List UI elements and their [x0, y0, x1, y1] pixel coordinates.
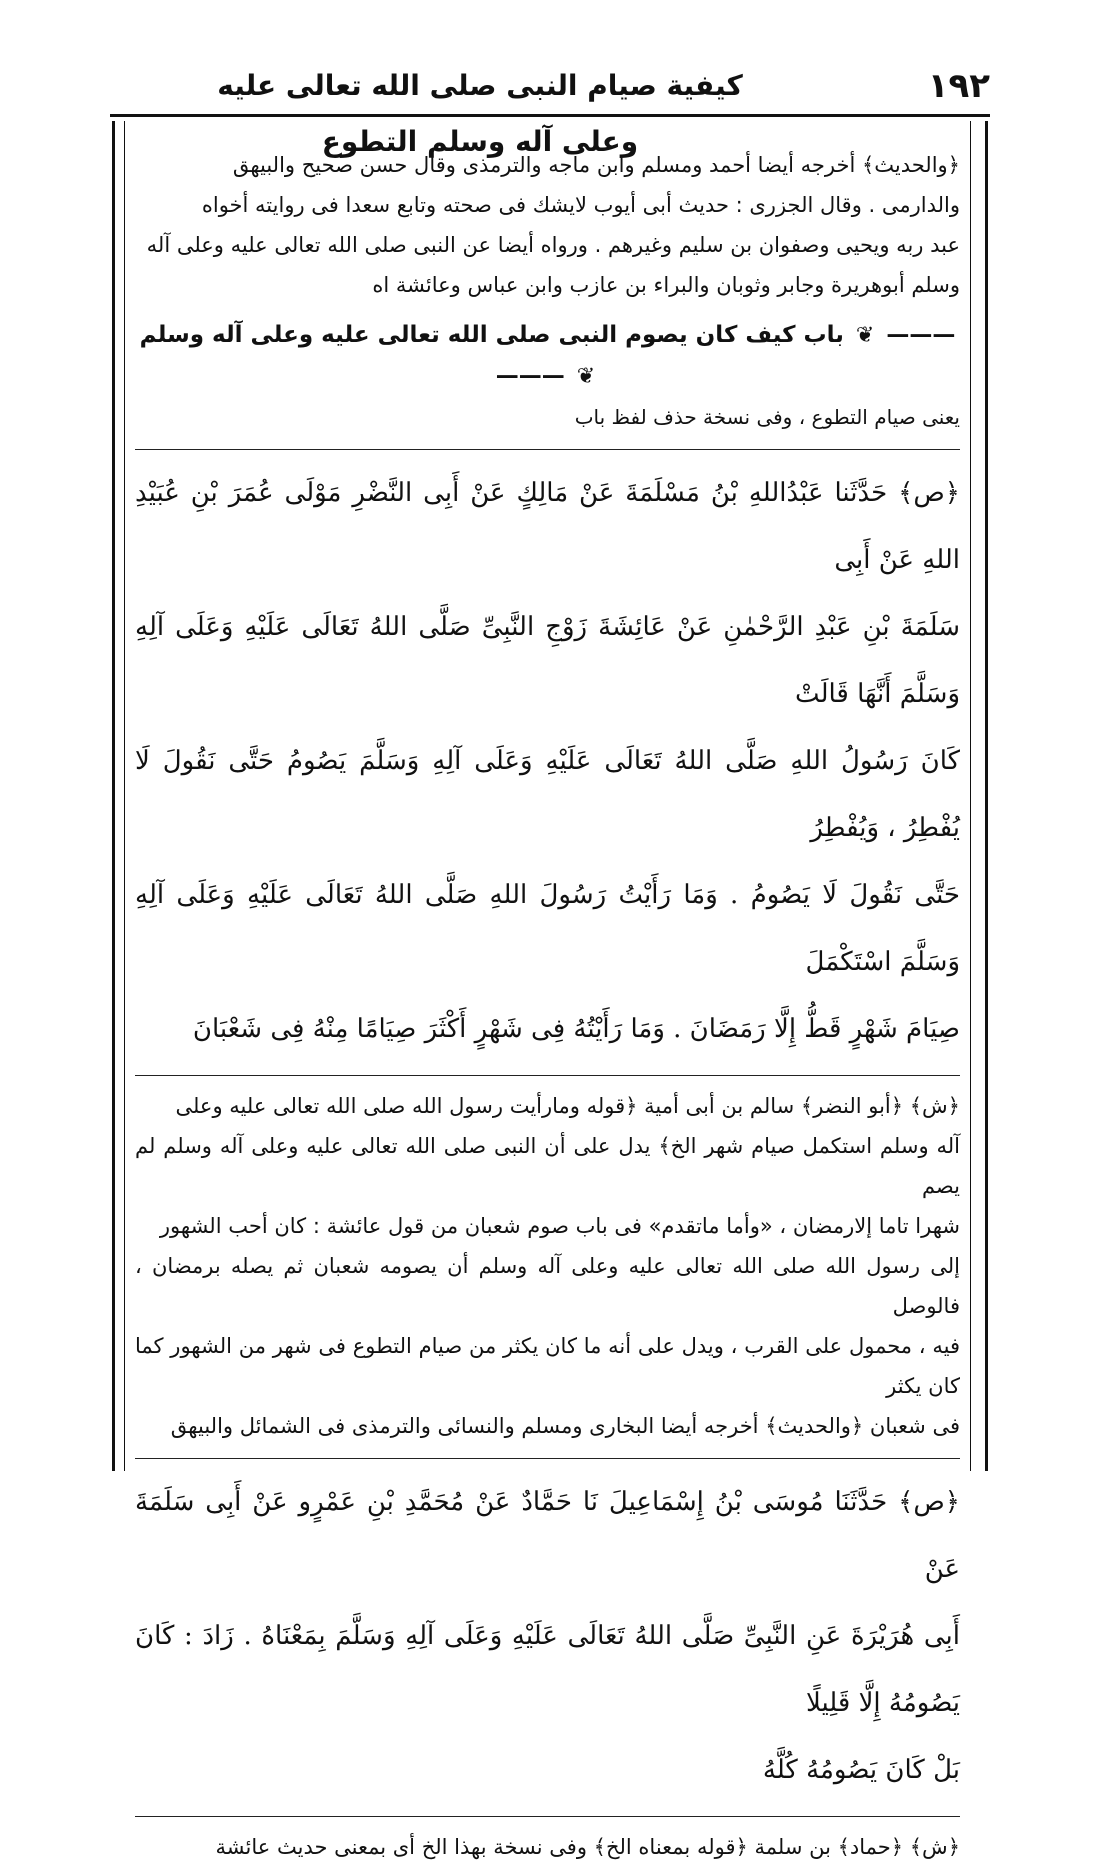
page-body	[135, 145, 960, 1867]
dash-rule: ———	[495, 363, 565, 389]
text-line: ﴿ش﴾ ﴿حماد﴾ بن سلمة ﴿قوله بمعناه الخ﴾ وفى نسخة بهذا الخ أى بمعنى حديث عائشة	[215, 1835, 960, 1859]
divider	[135, 449, 960, 450]
divider	[135, 1075, 960, 1076]
sharh-block-2	[135, 1086, 960, 1446]
text-line: ﴿والحديث﴾ أخرجه أيضا أحمد ومسلم وابن ماجه والترمذى وقال حسن صحيح والبيهق	[232, 153, 960, 177]
hadith-text-1	[135, 460, 960, 1063]
text-line: فيه ، محمول على القرب ، ويدل على أنه ما كان يكثر من صيام التطوع فى شهر من الشهور كما كان يكثر	[135, 1334, 960, 1398]
ornament-icon: ❦	[576, 364, 596, 389]
hadith-line: أَبِى هُرَيْرَةَ عَنِ النَّبِىِّ صَلَّى اللهُ تَعَالَى عَلَيْهِ وَعَلَى آلِهِ وَسَلَّمَ بِمَعْنَاهُ . زَادَ : كَانَ يَصُومُهُ إِلَّا قَلِيلًا	[135, 1621, 960, 1718]
divider	[135, 1458, 960, 1459]
divider	[135, 1816, 960, 1817]
sharh-block-3	[135, 1827, 960, 1867]
hadith-line: حَتَّى نَقُولَ لَا يَصُومُ . وَمَا رَأَيْتُ رَسُولَ اللهِ صَلَّى اللهُ تَعَالَى عَلَيْهِ وَعَلَى آلِهِ وَسَلَّمَ اسْتَكْمَلَ	[135, 880, 960, 977]
dash-rule: ———	[886, 322, 956, 348]
text-line: شهرا تاما إلارمضان ، «وأما ماتقدم» فى باب صوم شعبان من قول عائشة : كان أحب الشهور	[159, 1214, 960, 1238]
hadith-line: صِيَامَ شَهْرٍ قَطُّ إِلَّا رَمَضَانَ . وَمَا رَأَيْتُهُ فِى شَهْرٍ أَكْثَرَ صِيَامًا مِنْهُ فِى شَعْبَانَ	[192, 1014, 960, 1044]
text-line: فى شعبان ﴿والحديث﴾ أخرجه أيضا البخارى ومسلم والنسائى والترمذى فى الشمائل والبيهق	[170, 1414, 960, 1438]
frame-inner-left-rule	[124, 121, 125, 1471]
text-line: إلى رسول الله صلى الله تعالى عليه وعلى آله وسلم أن يصومه شعبان ثم يصله برمضان ، فالوصل	[135, 1254, 960, 1318]
running-title: كيفية صيام النبى صلى الله تعالى عليه وعلى آله وسلم التطوع	[217, 69, 743, 158]
sharh-block-1	[135, 145, 960, 305]
page-number: ١٩٢	[927, 66, 990, 106]
text-line: والدارمى . وقال الجزرى : حديث أبى أيوب لايشك فى صحته وتابع سعدا فى روايته أخواه	[201, 193, 960, 217]
chapter-note: يعنى صيام التطوع ، وفى نسخة حذف لفظ باب	[574, 405, 960, 429]
hadith-line: ﴿ص﴾ حَدَّثَنا عَبْدُاللهِ بْنُ مَسْلَمَةَ عَنْ مَالِكٍ عَنْ أَبِى النَّضْرِ مَوْلَى عُمَرَ بْنِ عُبَيْدِ اللهِ عَنْ أَبِى	[135, 478, 960, 575]
hadith-text-2	[135, 1469, 960, 1804]
frame-inner-right-rule	[970, 121, 971, 1471]
chapter-title: باب كيف كان يصوم النبى صلى الله تعالى عليه وعلى آله وسلم	[139, 322, 844, 348]
ornament-icon: ❦	[855, 323, 875, 348]
text-line: عبد ربه ويحيى وصفوان بن سليم وغيرهم . ورواه أيضا عن النبى صلى الله تعالى عليه وعلى آله	[146, 233, 960, 257]
hadith-line: كَانَ رَسُولُ اللهِ صَلَّى اللهُ تَعَالَى عَلَيْهِ وَعَلَى آلِهِ وَسَلَّمَ يَصُومُ حَتَّى نَقُولَ لَا يُفْطِرُ ، وَيُفْطِرُ	[135, 746, 961, 843]
text-line: آله وسلم استكمل صيام شهر الخ﴾ يدل على أن النبى صلى الله تعالى عليه وعلى آله وسلم لم يصم	[135, 1134, 960, 1198]
header-rule	[110, 114, 990, 117]
hadith-line: سَلَمَةَ بْنِ عَبْدِ الرَّحْمٰنِ عَنْ عَائِشَةَ زَوْجِ النَّبِىِّ صَلَّى اللهُ تَعَالَى عَلَيْهِ وَعَلَى آلِهِ وَسَلَّمَ أَنَّهَا قَالَتْ	[135, 612, 960, 709]
text-line: ﴿ش﴾ ﴿أبو النضر﴾ سالم بن أبى أمية ﴿قوله ومارأيت رسول الله صلى الله تعالى عليه وعلى	[175, 1094, 960, 1118]
chapter-heading	[135, 315, 960, 397]
page-header	[110, 58, 990, 158]
hadith-line: بَلْ كَانَ يَصُومُهُ كُلَّهُ	[762, 1755, 960, 1785]
text-line: وسلم أبوهريرة وجابر وثوبان والبراء بن عازب وابن عباس وعائشة اه	[372, 273, 960, 297]
hadith-line: ﴿ص﴾ حَدَّثَنَا مُوسَى بْنُ إِسْمَاعِيلَ نَا حَمَّادٌ عَنْ مُحَمَّدِ بْنِ عَمْرٍو عَنْ أَبِى سَلَمَةَ عَنْ	[135, 1487, 960, 1584]
